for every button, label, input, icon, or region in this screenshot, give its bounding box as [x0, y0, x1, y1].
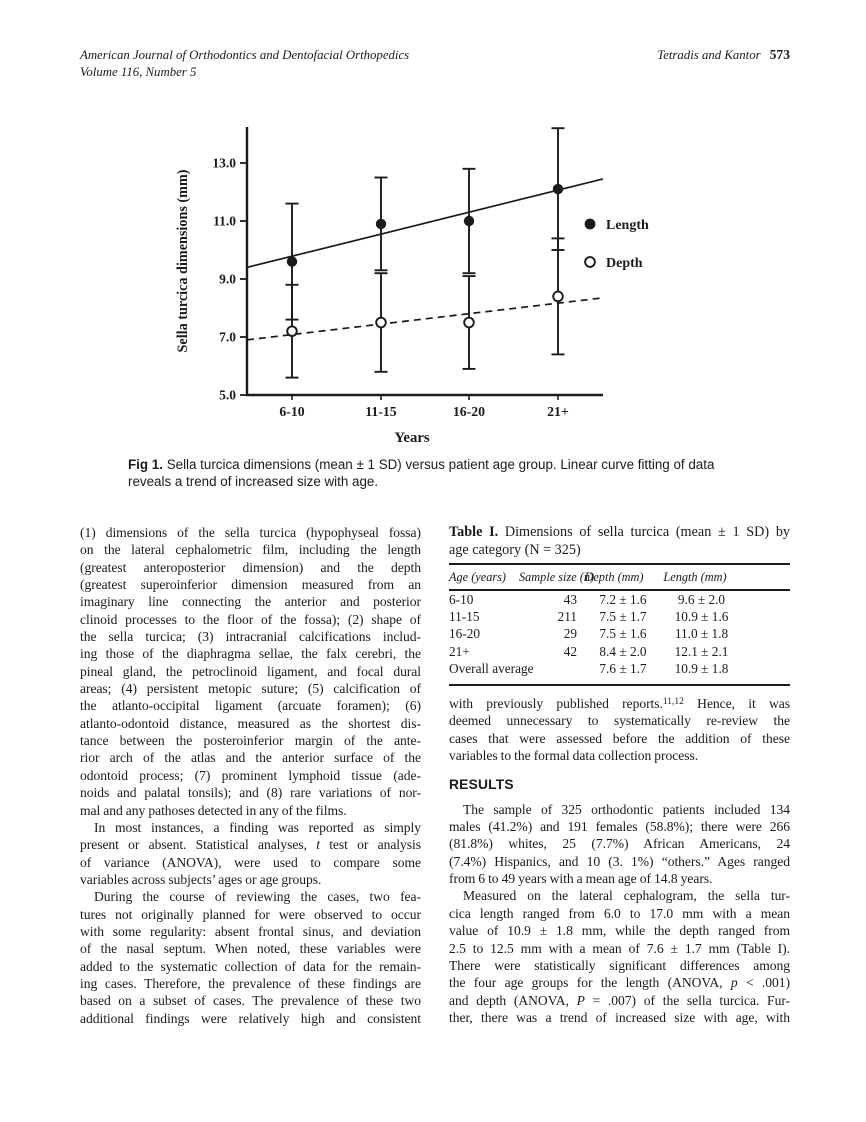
text-line: with previously published reports.$^{11,12}$ Hence, it was	[449, 696, 790, 712]
caption-line: age category (N = 325)	[449, 541, 581, 558]
text-line: added to the systematic collection of data for the remain-	[80, 958, 421, 974]
chart-axes	[246, 127, 603, 396]
right-column	[449, 524, 790, 1026]
text-line: tance between the posteroinferior margin of the ante-	[80, 733, 421, 749]
paragraph	[80, 819, 421, 888]
svg-text:Length: Length	[606, 218, 649, 233]
text-line: value of 10.9 ± 1.8 mm, while the depth ranged from	[449, 923, 790, 939]
table-cell: 211	[557, 609, 577, 625]
text-line: males (41.2%) and 191 females (58.8%); there were 266	[449, 819, 790, 835]
table-cell: 43	[563, 592, 577, 608]
svg-text:6-10: 6-10	[279, 404, 305, 419]
text-line: variables to the formal data collection process.	[449, 748, 699, 764]
table-cell: 21+	[449, 643, 470, 659]
svg-text:Sella turcica dimensions (mm): Sella turcica dimensions (mm)	[175, 169, 191, 353]
y-axis	[175, 156, 247, 403]
text-line: based on a subset of cases. The prevalence of these two	[80, 993, 421, 1009]
table-header-row	[449, 565, 790, 591]
text-line: of the nasal septum. When noted, these variables were	[80, 941, 421, 957]
text-line: from 6 to 49 years with a mean age of 14.8 years.	[449, 871, 713, 887]
svg-text:Years: Years	[394, 430, 430, 446]
paragraph	[449, 801, 790, 888]
text-line: There were statistically significant differences among	[449, 957, 790, 973]
table-row	[449, 660, 790, 677]
text-line: variables across subjects’ ages or age groups.	[80, 871, 322, 887]
table	[449, 563, 790, 686]
data-point	[287, 256, 297, 266]
table-cell: 7.2 ± 1.6	[599, 592, 647, 608]
text-line: Measured on the lateral cephalogram, the sella tur-	[463, 888, 790, 904]
chart-legend	[585, 218, 649, 271]
left-column	[80, 524, 421, 1027]
trend-line-length	[247, 179, 603, 267]
data-point	[376, 318, 386, 328]
table-header-cell: Length (mm)	[663, 569, 727, 584]
data-point	[464, 216, 474, 226]
results-heading: RESULTS	[449, 777, 514, 793]
data-point	[287, 326, 297, 336]
text-line: the atlanto-occipital ligament (arcuate foramen); (6)	[80, 698, 421, 714]
table-cell: 7.5 ± 1.7	[599, 609, 647, 625]
journal-volume: Volume 116, Number 5	[80, 64, 197, 79]
svg-text:16-20: 16-20	[452, 404, 486, 419]
table-cell: Overall average	[449, 660, 534, 676]
table-cell: 12.1 ± 2.1	[674, 643, 729, 659]
table-cell: 11.0 ± 1.8	[674, 626, 729, 642]
text-line: (81.8%) whites, 25 (7.7%) African Americans, 24	[449, 836, 790, 852]
table-cell: 10.9 ± 1.6	[674, 609, 729, 625]
running-head	[657, 47, 790, 63]
text-line: During the course of reviewing the cases, two fea-	[94, 889, 421, 905]
svg-text:9.0: 9.0	[219, 271, 236, 287]
text-line: 2.5 to 12.5 mm with a mean of 7.6 ± 1.7 mm (Table I).	[449, 940, 790, 956]
text-line: cases that were assessed before the addition of these	[449, 730, 790, 746]
table-header-cell: Age (years)	[449, 569, 507, 584]
paragraph-group	[449, 801, 790, 1026]
paragraph	[449, 695, 790, 764]
table-cell: 6-10	[449, 592, 474, 608]
text-line: (greatest anteroposterior dimension) and the depth	[80, 559, 421, 575]
page-number: 573	[769, 47, 790, 62]
text-line: with some regularity: absent frontal sinus, and deviation	[80, 923, 421, 939]
data-point	[464, 318, 474, 328]
table-cell: 29	[563, 626, 577, 642]
text-line: areas; (4) persistent metopic suture; (5) calcification of	[80, 681, 421, 697]
table-cell: 11-15	[449, 609, 480, 625]
paragraph-group	[449, 695, 790, 764]
trend-line-depth	[247, 298, 603, 340]
table-row	[449, 625, 790, 642]
text-line: pineal gland, the petroclinoid ligament, and focal dural	[80, 663, 421, 679]
table-cell	[549, 660, 577, 677]
svg-text:7.0: 7.0	[219, 329, 236, 345]
caption-line: reveals a trend of increased size with age.	[128, 473, 379, 489]
series-length	[247, 128, 603, 319]
table-cell: 9.6 ± 2.0	[677, 592, 726, 608]
text-line: (greatest superoinferior dimension measured from an	[80, 577, 421, 593]
paragraph	[80, 524, 421, 819]
text-line: noids and palatal tonsils); and (8) rare variations of nor-	[80, 785, 421, 801]
table-cell: 16-20	[449, 626, 481, 642]
svg-text:13.0: 13.0	[212, 155, 236, 171]
svg-text:Depth: Depth	[606, 256, 643, 271]
text-line: In most instances, a finding was reported as simply	[94, 819, 421, 835]
text-line: odontoid process; (7) prominent lymphoid tissue (ade-	[80, 767, 421, 783]
text-line: ing those of the diaphragma sellae, the falx cerebri, the	[80, 646, 421, 662]
table-cell: 7.5 ± 1.6	[599, 626, 647, 642]
svg-text:11.0: 11.0	[213, 213, 236, 229]
paragraph	[449, 887, 790, 1026]
text-line: The sample of 325 orthodontic patients included 134	[463, 801, 790, 817]
text-line: (1) dimensions of the sella turcica (hypophyseal fossa)	[80, 525, 421, 540]
table-row	[449, 643, 790, 660]
journal-title: American Journal of Orthodontics and Dentofacial Orthopedics	[80, 48, 410, 62]
svg-text:5.0: 5.0	[219, 387, 236, 403]
text-line: clinoid processes to the floor of the fossa); (2) shape of	[80, 611, 421, 627]
data-point	[553, 292, 563, 302]
table-caption	[449, 524, 790, 559]
x-axis	[279, 395, 569, 446]
text-line: the sella turcica; (3) intracranial calcifications includ-	[80, 629, 421, 645]
paragraph	[80, 888, 421, 1027]
text-line: (7.4%) Hispanics, and 10 (3. 1%) “others.” Ages ranged	[449, 853, 790, 869]
svg-text:11-15: 11-15	[365, 404, 397, 419]
table-row	[449, 591, 790, 608]
figure-caption	[128, 457, 752, 491]
table-header-cell: Sample size (n)	[519, 569, 595, 584]
text-line: and depth (ANOVA, P = .007) of the sella turcica. Fur-	[449, 992, 790, 1008]
caption-line: Table I. Dimensions of sella turcica (mean ± 1 SD) by	[449, 524, 790, 540]
text-line: ther, there was a trend of increased size with age, with	[449, 1009, 790, 1025]
text-line: ing cases. Therefore, the prevalence of these findings are	[80, 975, 421, 991]
text-line: the four age groups for the length (ANOVA, p < .001)	[449, 975, 790, 991]
text-line: imaginary line connecting the anterior and posterior	[80, 594, 421, 610]
text-line: additional findings were relatively high and consistent	[80, 1010, 421, 1026]
authors: Tetradis and Kantor	[657, 48, 761, 62]
table-cell: 10.9 ± 1.8	[674, 660, 729, 676]
figure-chart	[0, 100, 866, 456]
data-point	[553, 184, 563, 194]
caption-line: Fig 1. Sella turcica dimensions (mean ± 1 SD) versus patient age group. Linear curve fitting of data	[128, 457, 715, 472]
text-line: present or absent. Statistical analyses, t test or analysis	[80, 837, 421, 853]
text-line: deemed unnecessary to systematically re-review the	[449, 713, 790, 729]
text-line: rior arch of the atlas and the anterior surface of the	[80, 750, 421, 766]
text-line: atlanto-odontoid distance, measured as the shortest dis-	[80, 715, 421, 731]
table-cell: 8.4 ± 2.0	[599, 643, 647, 659]
text-line: on the lateral cephalometric film, including the length	[80, 542, 421, 558]
journal-header	[80, 47, 409, 80]
svg-text:21+: 21+	[547, 404, 569, 419]
text-line: mal and any pathoses detected in any of the films.	[80, 802, 347, 818]
table-row	[449, 608, 790, 625]
table-cell: 7.6 ± 1.7	[599, 660, 647, 676]
data-point	[376, 219, 386, 229]
table-header-cell: Depth (mm)	[584, 569, 644, 584]
table-cell: 42	[563, 643, 577, 659]
text-line: tures not originally planned for were observed to occur	[80, 906, 421, 922]
series-depth	[247, 238, 603, 377]
text-line: of variance (ANOVA), were used to compare some	[80, 854, 421, 870]
text-line: cica length ranged from 6.0 to 17.0 mm with a mean	[449, 905, 790, 921]
